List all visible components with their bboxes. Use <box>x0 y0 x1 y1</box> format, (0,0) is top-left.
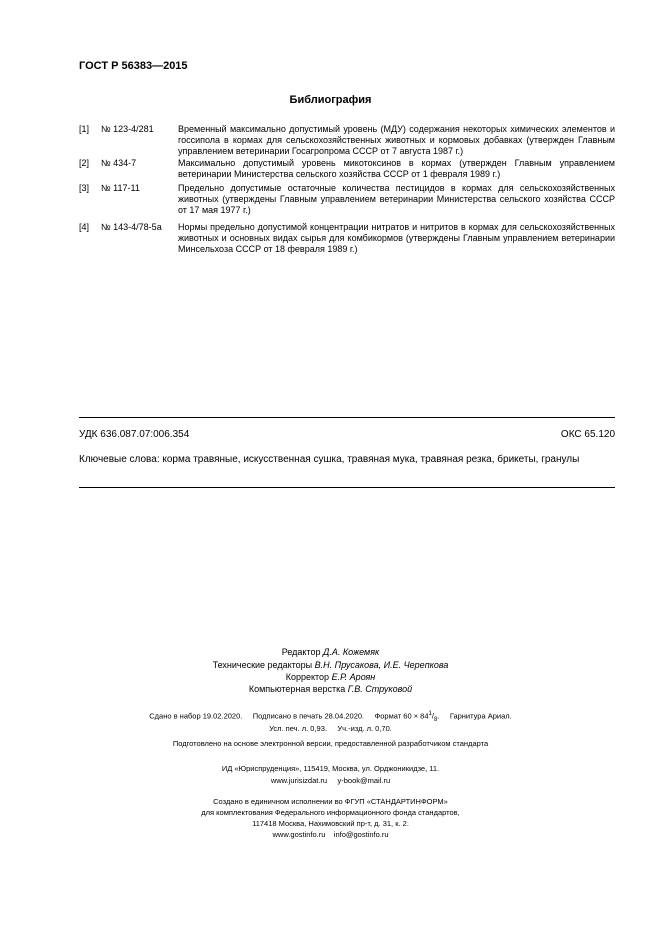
format-sup: 1 <box>428 711 432 717</box>
credit-editor <box>0 647 661 657</box>
created-contacts <box>0 830 661 839</box>
udc-code: УДК 636.087.07:006.354 <box>79 429 190 440</box>
publisher-address: ИД «Юриспруденция», 115419, Москва, ул. Орджоникидзе, 11. <box>221 764 440 773</box>
format-label: Формат 60 × 84 <box>374 711 429 721</box>
bib-text: Временный максимально допустимый уровень (МДУ) содержания некоторых химических элементов и госсипола в кормах для сельскохозяйственных животных и кормовых добавках (утвержден Главным управлением ветеринарии Госагропрома СССР от 7 августа 1987 г.) <box>178 124 615 156</box>
sent-to-set: Сдано в набор 19.02.2020. <box>149 711 243 721</box>
gostinfo-site[interactable]: www.gostinfo.ru <box>272 830 326 839</box>
gostinfo-email[interactable]: info@gostinfo.ru <box>333 830 389 839</box>
print-sheets: Усл. печ. л. 0,93. <box>269 724 327 733</box>
bibliography-title: Библиография <box>289 94 372 106</box>
layout-label: Компьютерная верстка <box>248 684 346 694</box>
standard-code: ГОСТ Р 56383—2015 <box>79 60 188 72</box>
created-line-2: для комплектования Федерального информационного фонда стандартов, <box>201 808 460 817</box>
editor-label: Редактор <box>281 647 321 657</box>
tech-names: В.Н. Прусакова, И.Е. Черепкова <box>314 660 449 670</box>
bib-code: № 143-4/78-5а <box>101 222 162 232</box>
created-line-1: Создано в единичном исполнении во ФГУП «СТАНДАРТИНФОРМ» <box>213 797 448 806</box>
tech-label: Технические редакторы <box>212 660 313 670</box>
top-rule <box>79 417 615 418</box>
corrector-label: Корректор <box>285 672 330 682</box>
bibliography-item <box>79 124 615 157</box>
bib-text: Предельно допустимые остаточные количества пестицидов в кормах для сельскохозяйственных животных (утверждены Главным управлением ветеринарии Министерства сельского хозяйства СССР от 17 мая 1977 г.) <box>178 183 615 215</box>
imprint-line-1: Сдано в набор 19.02.2020. Подписано в печать 28.04.2020. Формат $60 \times 84^1/_8$. Гарнитура Ариал. <box>149 711 512 723</box>
publisher-site[interactable]: www.jurisizdat.ru <box>270 776 328 785</box>
bib-number: [4] <box>79 222 90 232</box>
bottom-rule <box>79 487 615 488</box>
imprint-line-2 <box>0 724 661 733</box>
bibliography-item <box>79 183 615 216</box>
bib-number: [1] <box>79 124 90 134</box>
bib-text: Максимально допустимый уровень микотоксинов в кормах (утвержден Главным управлением ветеринарии Министерства сельского хозяйства СССР от 1 февраля 1989 г.) <box>178 158 615 179</box>
bib-text: Нормы предельно допустимой концентрации нитратов и нитритов в кормах для сельскохозяйственных животных и основных видах сырья для комбикормов (утверждены Главным управлением ветеринарии Минсельхоза СССР от 18 февраля 1989 г.) <box>178 222 615 254</box>
layout-name: Г.В. Струковой <box>347 684 413 694</box>
typeface: Гарнитура Ариал. <box>449 711 512 721</box>
bib-code: № 123-4/281 <box>101 124 154 134</box>
format-sub: 8 <box>433 717 438 723</box>
editor-name: Д.А. Кожемяк <box>322 647 380 657</box>
created-line-3: 117418 Москва, Нахимовский пр-т, д. 31, к. 2. <box>252 819 409 828</box>
bib-number: [2] <box>79 158 90 168</box>
pub-sheets: Уч.-изд. л. 0,70. <box>337 724 392 733</box>
bib-code: № 117-11 <box>101 183 140 193</box>
credit-layout <box>0 684 661 694</box>
bibliography-item <box>79 158 615 180</box>
bibliography-item <box>79 222 615 255</box>
credit-corrector <box>0 672 661 682</box>
credit-tech-editors <box>0 660 661 670</box>
publisher-contacts <box>0 776 661 785</box>
corrector-name: Е.Р. Ароян <box>331 672 376 682</box>
oks-code: ОКС 65.120 <box>560 429 615 440</box>
bib-number: [3] <box>79 183 90 193</box>
keywords: Ключевые слова: корма травяные, искусственная сушка, травяная мука, травяная резка, брикеты, гранулы <box>79 454 580 465</box>
bib-code: № 434-7 <box>101 158 137 168</box>
signed-print: Подписано в печать 28.04.2020. <box>252 711 365 721</box>
publisher-email[interactable]: y-book@mail.ru <box>337 776 391 785</box>
prepared-note: Подготовлено на основе электронной версии, предоставленной разработчиком стандарта <box>172 739 489 748</box>
